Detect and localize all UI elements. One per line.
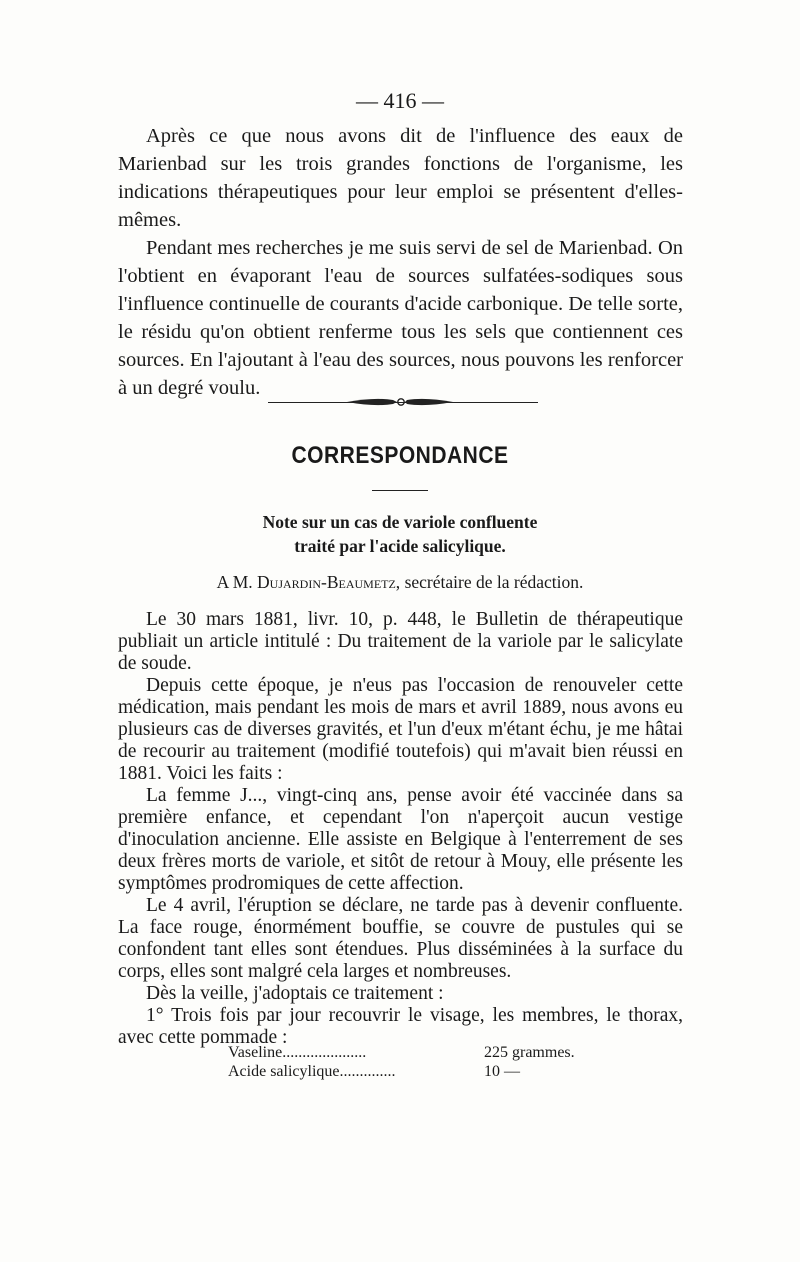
addressee-suffix: secrétaire de la rédaction. [404,572,584,592]
section-title: CORRESPONDANCE [291,442,509,469]
intro-paragraph-1: Après ce que nous avons dit de l'influence des eaux de Marienbad sur les trois grandes fonctions de l'organisme, les indications thérapeutiques pour leur emploi se présentent d'elles-mêmes. [118,125,683,231]
addressee-prefix: A M. [216,572,253,592]
letter-paragraph-6: 1° Trois fois par jour recouvrir le visage, les membres, le thorax, avec cette pommade : [118,1005,683,1048]
article-title-line-2: traité par l'acide salicylique. [294,536,506,556]
recipe-ingredient: Acide salicylique.............. [228,1063,396,1080]
addressee-name: Dujardin-Beaumetz, [257,572,401,592]
letter-paragraph-2: Depuis cette époque, je n'eus pas l'occasion de renouveler cette médication, mais pendant les mois de mars et avril 1889, nous avons eu plusieurs cas de diverses gravités, et l'un d'eux m'étant échu, je me hâtai de recourir au traitement (modifié toutefois) qui m'avait bien réussi en 1881. Voici les faits : [118,675,683,784]
title-underline [372,490,428,491]
recipe-row [228,1062,588,1081]
ornament-divider-icon [345,394,455,410]
letter-paragraph-5: Dès la veille, j'adoptais ce traitement : [146,983,444,1004]
article-title [0,510,800,558]
page-number: — 416 — [356,88,444,113]
intro-paragraph-2: Pendant mes recherches je me suis servi de sel de Marienbad. On l'obtient en évaporant l'eau de sources sulfatées-sodiques sous l'influence continuelle de courants d'acide carbonique. De telle sorte, le résidu qu'on obtient renferme tous les sels que contiennent ces sources. En l'ajoutant à l'eau des sources, nous pouvons les renforcer à un degré voulu. [118,237,683,399]
recipe-ingredient: Vaseline..................... [228,1044,367,1061]
recipe-row [228,1043,588,1062]
recipe-table [228,1043,588,1081]
recipe-quantity: 225 grammes. [484,1044,575,1061]
letter-paragraph-3: La femme J..., vingt-cinq ans, pense avoir été vaccinée dans sa première enfance, et cependant l'on n'aperçoit aucun vestige d'inoculation ancienne. Elle assiste en Belgique à l'enterrement de ses deux frères morts de variole, et sitôt de retour à Mouy, elle présente les symptômes prodromiques de cette affection. [118,785,683,894]
addressee-line [0,572,800,593]
letter-paragraph-4: Le 4 avril, l'éruption se déclare, ne tarde pas à devenir confluente. La face rouge, énormément bouffie, se couvre de pustules qui se confondent tant elles sont étendues. Plus disséminées à la surface du corps, elles sont malgré cela larges et nombreuses. [118,895,683,982]
intro-text [118,122,683,402]
letter-paragraph-1: Le 30 mars 1881, livr. 10, p. 448, le Bulletin de thérapeutique publiait un article intitulé : Du traitement de la variole par le salicylate de soude. [118,609,683,674]
letter-text [118,609,683,1049]
recipe-quantity: 10 — [484,1063,520,1080]
article-title-line-1: Note sur un cas de variole confluente [262,512,538,532]
